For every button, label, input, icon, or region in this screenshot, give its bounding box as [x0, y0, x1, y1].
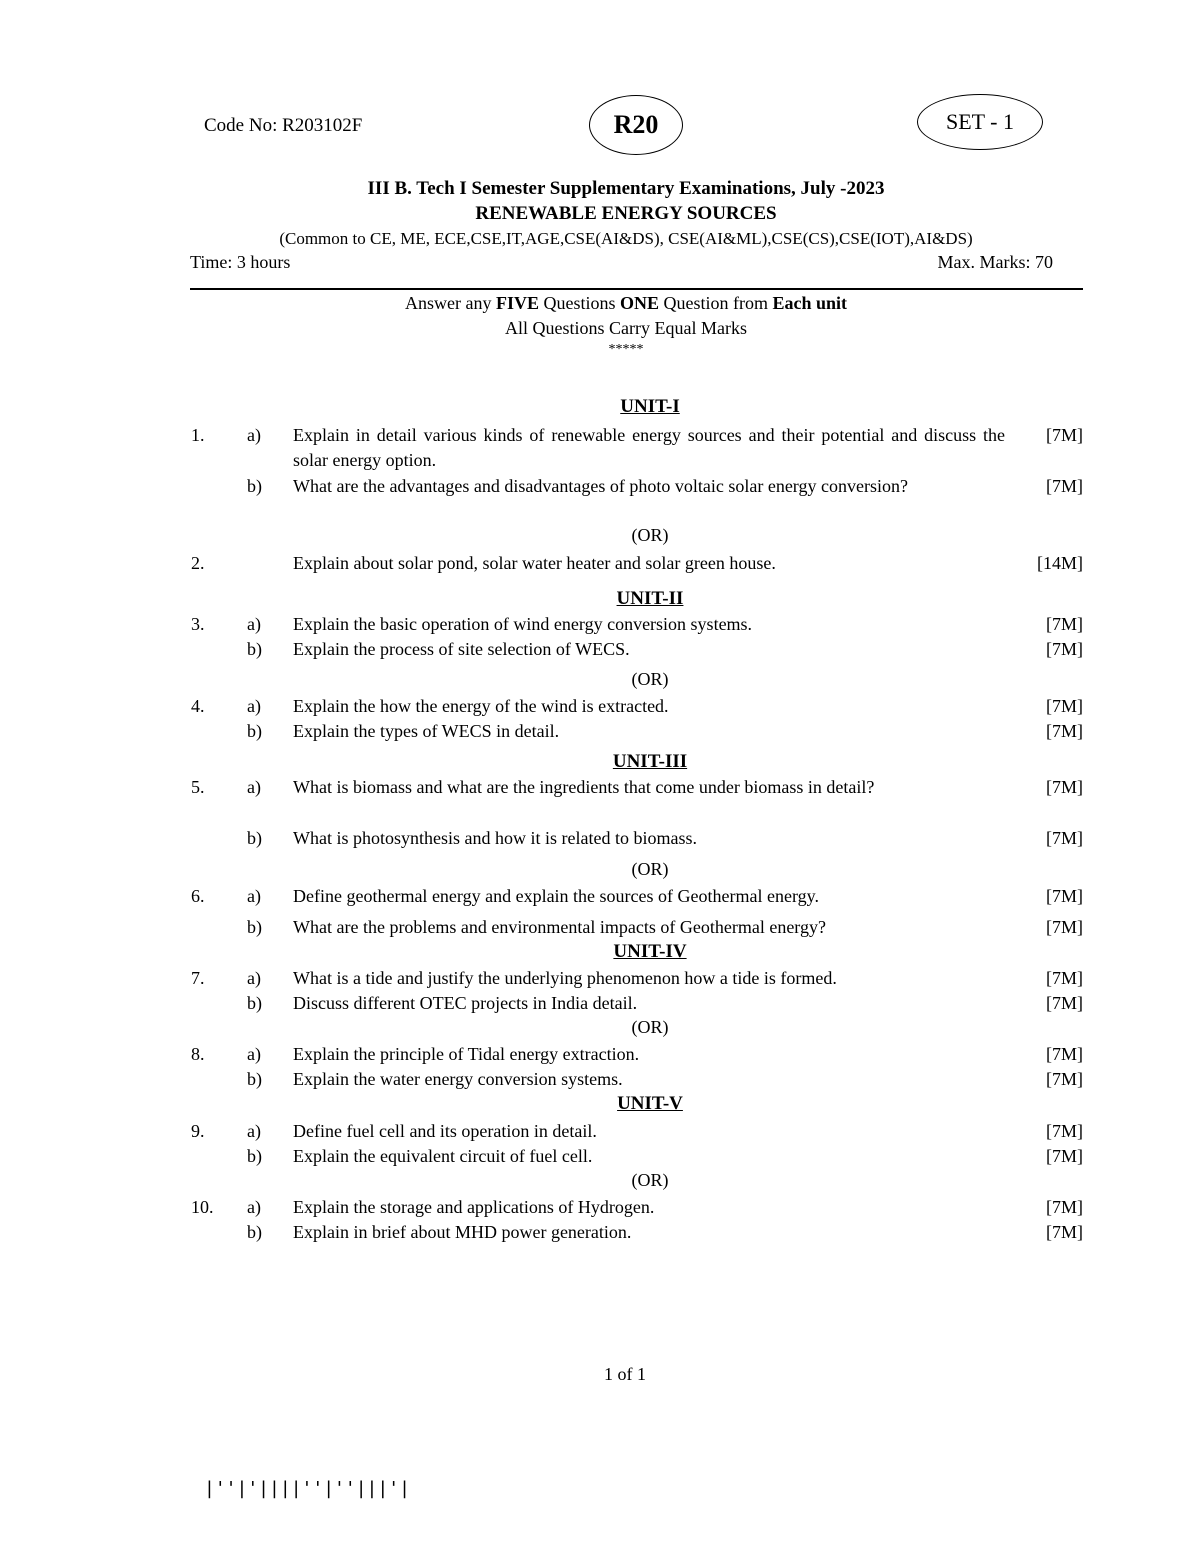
- question-number: 8.: [191, 1044, 205, 1064]
- question-marks: [7M]: [1046, 917, 1083, 937]
- question-part: a): [247, 1197, 261, 1217]
- question-number: 6.: [191, 886, 205, 906]
- question-part: b): [247, 1222, 262, 1242]
- question-marks: [7M]: [1046, 639, 1083, 659]
- question-text: Explain in brief about MHD power generation.: [293, 1222, 632, 1242]
- question-text: Explain the process of site selection of WECS.: [293, 639, 630, 659]
- page-number: 1 of 1: [604, 1364, 646, 1384]
- question-part: b): [247, 721, 262, 741]
- question-number: 1.: [191, 425, 205, 445]
- question-text: Define geothermal energy and explain the sources of Geothermal energy.: [293, 886, 819, 906]
- question-marks: [7M]: [1046, 696, 1083, 716]
- question-part: a): [247, 968, 261, 988]
- question-marks: [7M]: [1046, 886, 1083, 906]
- question-part: a): [247, 777, 261, 797]
- question-marks: [7M]: [1046, 1044, 1083, 1064]
- regulation-badge: R20: [589, 95, 683, 155]
- question-number: 3.: [191, 614, 205, 634]
- or-separator: (OR): [631, 859, 669, 879]
- question-marks: [7M]: [1046, 993, 1083, 1013]
- unit-heading: UNIT-IV: [613, 941, 687, 962]
- question-marks: [14M]: [1037, 553, 1083, 573]
- unit-heading: UNIT-I: [620, 396, 680, 417]
- question-number: 10.: [191, 1197, 214, 1217]
- question-marks: [7M]: [1046, 1121, 1083, 1141]
- question-text: Discuss different OTEC projects in India detail.: [293, 993, 638, 1013]
- question-text: What are the problems and environmental impacts of Geothermal energy?: [293, 917, 826, 937]
- stars-separator: *****: [608, 342, 644, 357]
- question-text: What are the advantages and disadvantages of photo voltaic solar energy conversion?: [293, 476, 908, 496]
- question-part: b): [247, 828, 262, 848]
- question-marks: [7M]: [1046, 777, 1083, 797]
- barcode-code: |''|'||||''|''|||'|: [204, 1478, 410, 1499]
- question-part: a): [247, 1044, 261, 1064]
- question-part: b): [247, 1069, 262, 1089]
- question-part: b): [247, 1146, 262, 1166]
- question-number: 9.: [191, 1121, 205, 1141]
- question-text: Explain the equivalent circuit of fuel cell.: [293, 1146, 593, 1166]
- question-marks: [7M]: [1046, 1069, 1083, 1089]
- question-text: Explain the principle of Tidal energy extraction.: [293, 1044, 640, 1064]
- question-marks: [7M]: [1046, 425, 1083, 445]
- question-part: a): [247, 1121, 261, 1141]
- question-text: Explain the water energy conversion systems.: [293, 1069, 623, 1089]
- question-part: a): [247, 696, 261, 716]
- question-marks: [7M]: [1046, 828, 1083, 848]
- or-separator: (OR): [631, 669, 669, 689]
- max-marks: Max. Marks: 70: [937, 252, 1053, 272]
- question-part: a): [247, 614, 261, 634]
- question-text: Explain the types of WECS in detail.: [293, 721, 560, 741]
- question-part: b): [247, 476, 262, 496]
- question-marks: [7M]: [1046, 968, 1083, 988]
- question-text: Explain the basic operation of wind energy conversion systems.: [293, 614, 753, 634]
- or-separator: (OR): [631, 1017, 669, 1037]
- question-marks: [7M]: [1046, 1197, 1083, 1217]
- header-divider: [190, 288, 1083, 290]
- exam-duration: Time: 3 hours: [190, 252, 291, 272]
- unit-heading: UNIT-II: [616, 588, 684, 609]
- question-text: What is biomass and what are the ingredients that come under biomass in detail?: [293, 777, 875, 797]
- exam-title: III B. Tech I Semester Supplementary Examinations, July -2023: [367, 178, 885, 199]
- question-part: b): [247, 639, 262, 659]
- question-text: Define fuel cell and its operation in detail.: [293, 1121, 597, 1141]
- instruction-answer: [190, 293, 1062, 314]
- unit-heading: UNIT-III: [612, 751, 688, 772]
- or-separator: (OR): [631, 525, 669, 545]
- subject-title: RENEWABLE ENERGY SOURCES: [475, 203, 777, 224]
- question-number: 7.: [191, 968, 205, 988]
- set-badge: SET - 1: [917, 94, 1043, 150]
- question-number: 2.: [191, 553, 205, 573]
- unit-heading: UNIT-V: [617, 1093, 683, 1114]
- question-marks: [7M]: [1046, 1222, 1083, 1242]
- question-marks: [7M]: [1046, 1146, 1083, 1166]
- question-part: b): [247, 993, 262, 1013]
- question-part: a): [247, 886, 261, 906]
- code-number: Code No: R203102F: [204, 115, 363, 136]
- question-text: What is photosynthesis and how it is related to biomass.: [293, 828, 697, 848]
- instruction-marks: All Questions Carry Equal Marks: [505, 318, 747, 338]
- question-text: What is a tide and justify the underlying phenomenon how a tide is formed.: [293, 968, 837, 988]
- question-marks: [7M]: [1046, 476, 1083, 496]
- question-text: Explain the how the energy of the wind is extracted.: [293, 696, 669, 716]
- question-number: 4.: [191, 696, 205, 716]
- question-part: a): [247, 425, 261, 445]
- question-marks: [7M]: [1046, 614, 1083, 634]
- question-part: b): [247, 917, 262, 937]
- question-marks: [7M]: [1046, 721, 1083, 741]
- question-text: Explain in detail various kinds of renewable energy sources and their potential and discuss the solar energy option.: [293, 425, 1005, 470]
- instruction-answer-text: Answer any FIVE Questions ONE Question from Each unit: [404, 293, 848, 313]
- question-number: 5.: [191, 777, 205, 797]
- question-text: Explain about solar pond, solar water heater and solar green house.: [293, 553, 776, 573]
- question-text: Explain the storage and applications of Hydrogen.: [293, 1197, 655, 1217]
- or-separator: (OR): [631, 1170, 669, 1190]
- branches-line: (Common to CE, ME, ECE,CSE,IT,AGE,CSE(AI&DS), CSE(AI&ML),CSE(CS),CSE(IOT),AI&DS): [279, 229, 973, 248]
